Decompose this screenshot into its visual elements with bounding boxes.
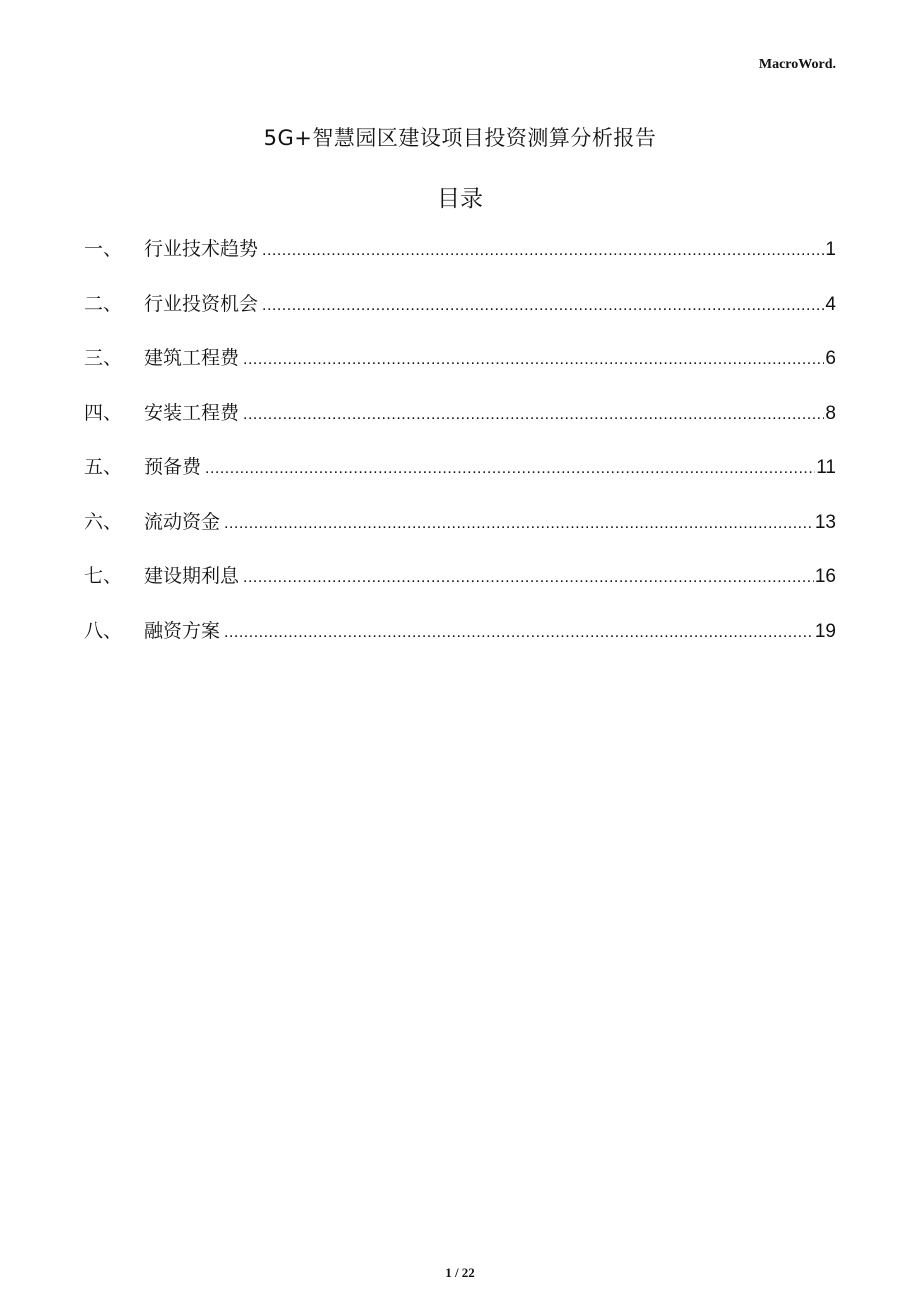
toc-entry-label: 安装工程费 — [144, 401, 240, 424]
page-indicator: 1 / 22 — [445, 1265, 475, 1280]
toc-entry-number: 五、 — [84, 456, 123, 478]
table-of-contents — [84, 234, 836, 670]
toc-entry[interactable] — [84, 289, 836, 344]
dot-leader — [262, 242, 824, 260]
toc-entry-page: 16 — [814, 566, 836, 587]
toc-heading: 目录 — [437, 186, 483, 212]
toc-entry-label: 融资方案 — [144, 619, 221, 642]
toc-entry-page: 11 — [816, 457, 836, 478]
toc-entry-number: 三、 — [84, 347, 123, 369]
toc-entry[interactable] — [84, 616, 836, 671]
toc-entry-number: 四、 — [84, 401, 123, 424]
toc-entry-page: 1 — [825, 239, 836, 260]
dot-leader — [224, 624, 814, 642]
toc-entry-page: 4 — [825, 293, 836, 315]
dot-leader — [205, 460, 815, 478]
toc-entry[interactable] — [84, 561, 836, 616]
toc-entry-label: 预备费 — [144, 456, 202, 478]
toc-entry[interactable] — [84, 398, 836, 453]
dot-leader — [243, 351, 824, 369]
toc-entry-label: 建筑工程费 — [144, 347, 240, 369]
toc-entry-page: 8 — [825, 402, 836, 424]
toc-entry-page: 13 — [814, 511, 836, 533]
dot-leader — [243, 406, 824, 424]
toc-entry[interactable] — [84, 343, 836, 398]
toc-entry-page: 6 — [825, 348, 836, 369]
toc-entry[interactable] — [84, 507, 836, 562]
toc-entry[interactable] — [84, 234, 836, 289]
toc-entry-number: 八、 — [84, 619, 123, 642]
dot-leader — [262, 297, 824, 315]
toc-entry-number: 七、 — [84, 565, 123, 587]
toc-entry-label: 行业投资机会 — [144, 292, 259, 315]
toc-entry-page: 19 — [814, 620, 836, 642]
dot-leader — [243, 569, 814, 587]
header-brand: MacroWord. — [758, 57, 836, 72]
document-title: 5G+智慧园区建设项目投资测算分析报告 — [263, 126, 657, 150]
toc-entry-number: 六、 — [84, 510, 123, 533]
dot-leader — [224, 515, 814, 533]
toc-entry-label: 流动资金 — [144, 510, 221, 533]
toc-entry[interactable] — [84, 452, 836, 507]
toc-entry-number: 二、 — [84, 292, 123, 315]
toc-entry-number: 一、 — [84, 238, 123, 260]
toc-entry-label: 行业技术趋势 — [144, 238, 259, 260]
toc-entry-label: 建设期利息 — [144, 565, 240, 587]
